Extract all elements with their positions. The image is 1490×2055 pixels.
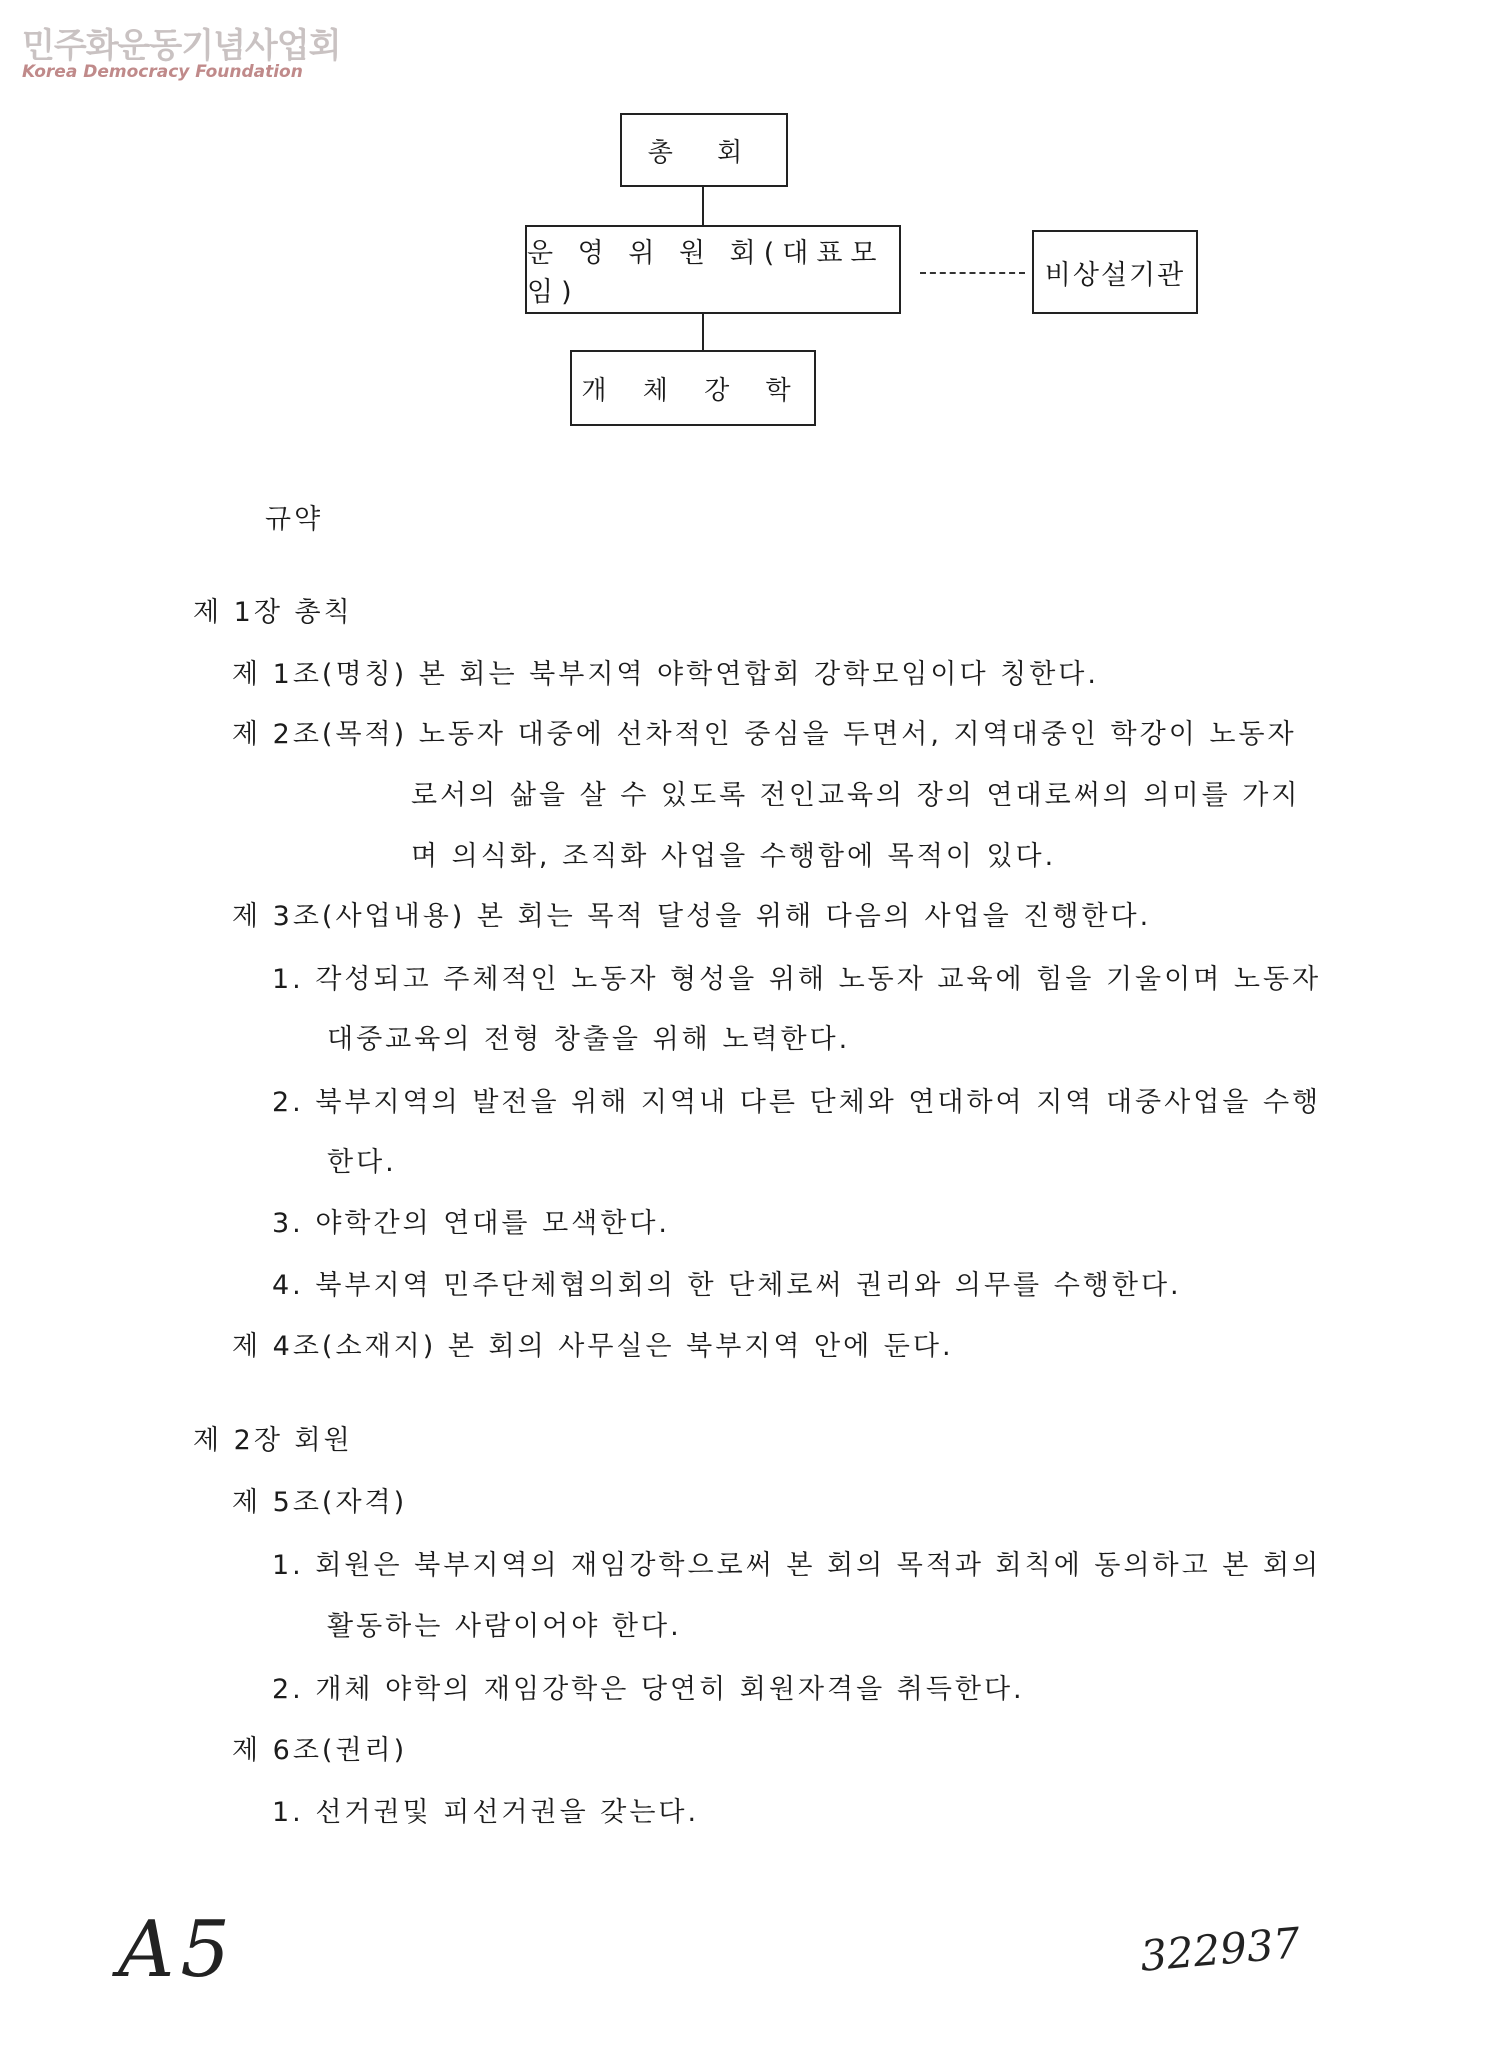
- org-box-steering-committee: [525, 225, 901, 314]
- article-2-line-3: 며 의식화, 조직화 사업을 수행함에 목적이 있다.: [411, 841, 1057, 872]
- article-3-item-4: 4. 북부지역 민주단체협의회의 한 단체로써 권리와 의무를 수행한다.: [272, 1270, 1182, 1301]
- org-box-general-assembly: [620, 113, 788, 187]
- article-4: 제 4조(소재지) 본 회의 사무실은 북부지역 안에 둔다.: [232, 1331, 954, 1362]
- page-mark-handwritten: A5: [118, 1905, 236, 1995]
- document-title: 규약: [265, 504, 324, 535]
- org-connector-bottom: [702, 312, 704, 350]
- org-connector-top: [702, 185, 704, 225]
- org-label-steering-committee: 운 영 위 원 회(대표모임): [527, 237, 885, 308]
- chapter-1-heading: 제 1장 총칙: [193, 597, 353, 628]
- article-6-item-1: 1. 선거권및 피선거권을 갖는다.: [272, 1797, 700, 1828]
- foundation-logo-korean: 민주화운동기념사업회: [22, 26, 341, 66]
- document-number-handwritten: 322937: [1138, 1918, 1303, 1981]
- article-5-item-1-line-2: 활동하는 사람이어야 한다.: [327, 1611, 682, 1642]
- org-box-ad-hoc-body: [1032, 230, 1198, 314]
- article-3-item-1-line-2: 대중교육의 전형 창출을 위해 노력한다.: [327, 1024, 851, 1055]
- org-label-ad-hoc-body: 비상설기관: [1044, 259, 1186, 291]
- org-dashed-connector: [920, 272, 1025, 274]
- article-1: 제 1조(명칭) 본 회는 북부지역 야학연합회 강학모임이다 칭한다.: [232, 659, 1099, 690]
- article-5: 제 5조(자격): [232, 1487, 408, 1518]
- article-6: 제 6조(권리): [232, 1735, 408, 1766]
- foundation-logo-english: Korea Democracy Foundation: [22, 62, 303, 82]
- article-2-line-2: 로서의 삶을 살 수 있도록 전인교육의 장의 연대로써의 의미를 가지: [411, 780, 1301, 811]
- chapter-2-heading: 제 2장 회원: [193, 1425, 353, 1456]
- article-3: 제 3조(사업내용) 본 회는 목적 달성을 위해 다음의 사업을 진행한다.: [232, 901, 1152, 932]
- org-box-member-schools: [570, 350, 816, 426]
- article-5-item-1-line-1: 1. 회원은 북부지역의 재임강학으로써 본 회의 목적과 회칙에 동의하고 본 회의: [272, 1550, 1322, 1581]
- article-3-item-1-line-1: 1. 각성되고 주체적인 노동자 형성을 위해 노동자 교육에 힘을 기울이며 노동자: [272, 964, 1322, 995]
- article-3-item-2-line-2: 한다.: [327, 1147, 397, 1178]
- article-3-item-3: 3. 야학간의 연대를 모색한다.: [272, 1208, 670, 1239]
- org-label-general-assembly: 총 회: [647, 137, 761, 168]
- article-2-line-1: 제 2조(목적) 노동자 대중에 선차적인 중심을 두면서, 지역대중인 학강이 노동자: [232, 719, 1297, 750]
- article-5-item-2: 2. 개체 야학의 재임강학은 당연히 회원자격을 취득한다.: [272, 1674, 1025, 1705]
- article-3-item-2-line-1: 2. 북부지역의 발전을 위해 지역내 다른 단체와 연대하여 지역 대중사업을 수행: [272, 1087, 1322, 1118]
- org-label-member-schools: 개 체 강 학: [581, 375, 805, 406]
